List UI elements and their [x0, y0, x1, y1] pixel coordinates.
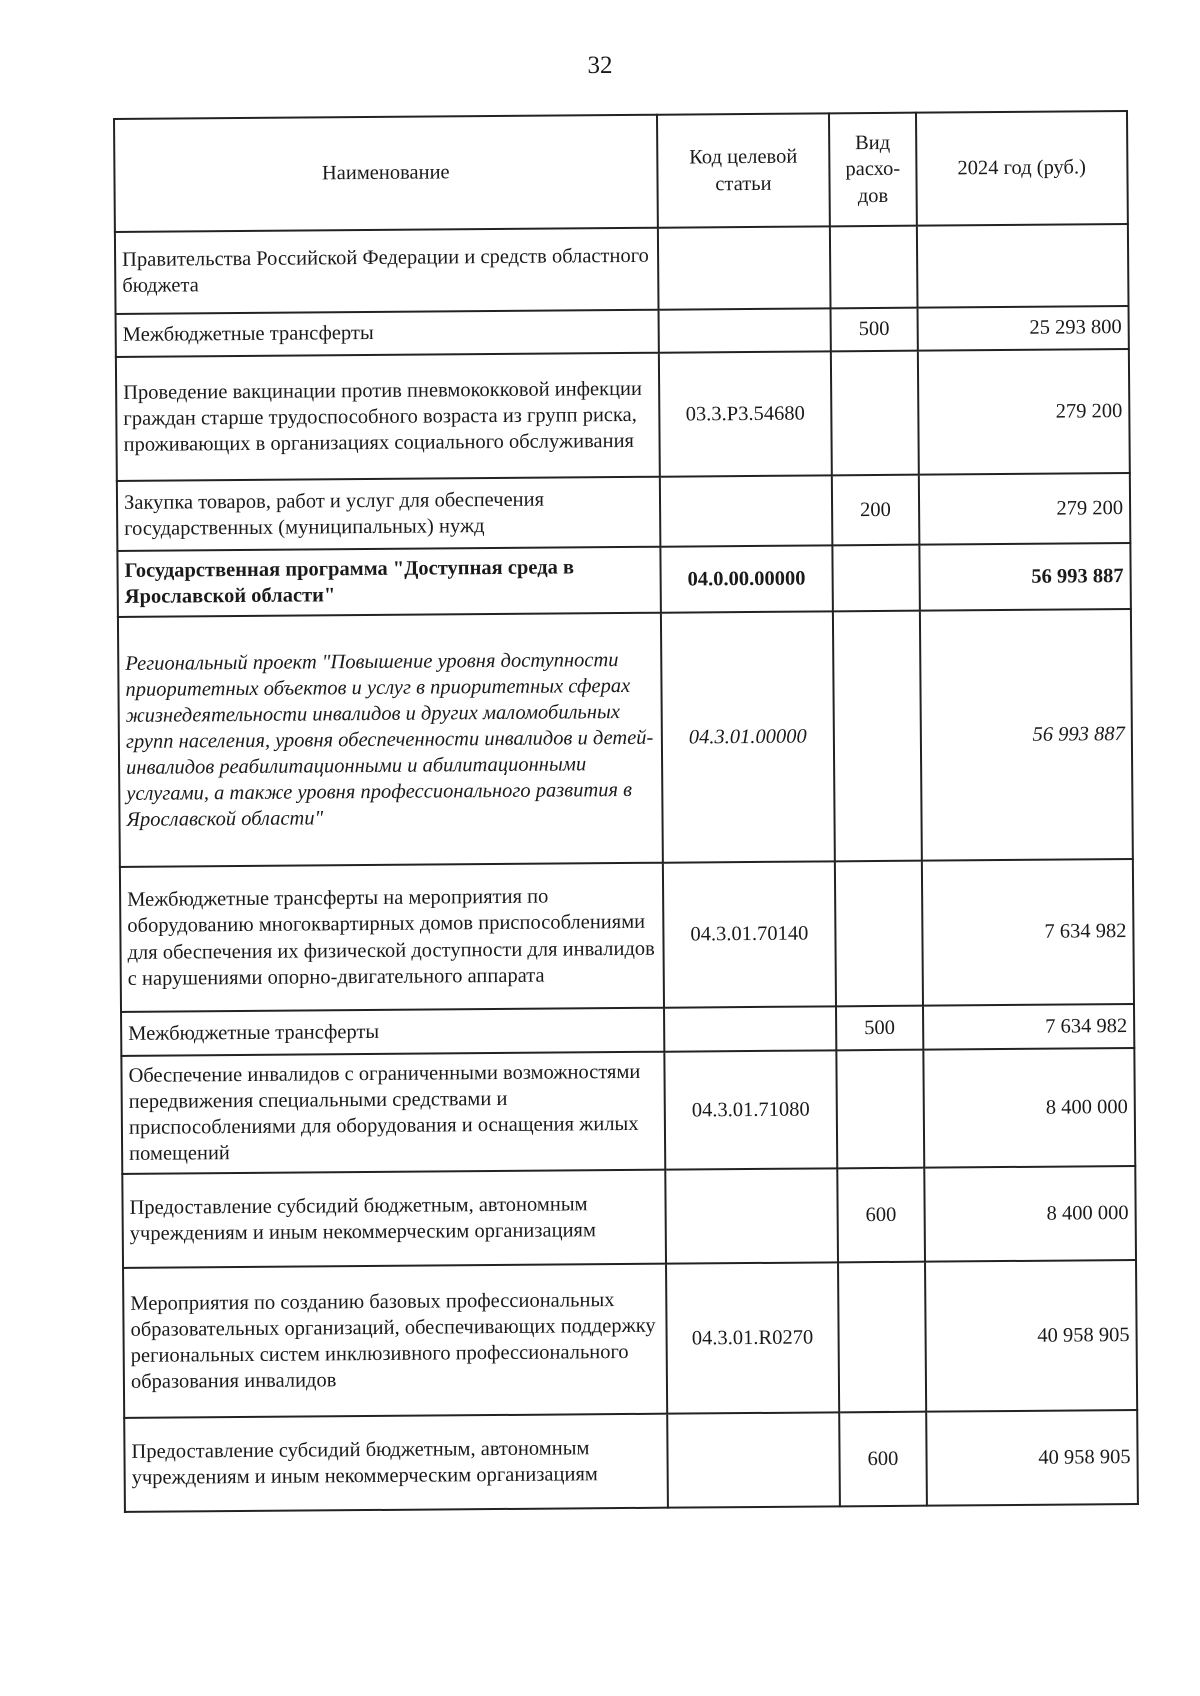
row-kind-cell: 600 — [837, 1168, 924, 1263]
row-amount-cell: 7 634 982 — [921, 859, 1134, 1006]
table-row — [115, 224, 1129, 314]
page-number: 32 — [587, 52, 613, 79]
row-name-cell: Правительства Российской Федерации и средств областного бюджета — [115, 228, 658, 314]
row-amount-cell: 8 400 000 — [924, 1166, 1136, 1262]
header-code: Код целевой статьи — [657, 113, 830, 227]
table-row — [117, 473, 1131, 551]
row-amount-cell: 25 293 800 — [917, 306, 1129, 351]
row-code-cell — [664, 1006, 837, 1051]
row-kind-cell: 200 — [832, 475, 919, 546]
row-code-cell — [667, 1412, 840, 1507]
row-name-cell: Закупка товаров, работ и услуг для обеспечения государственных (муниципальных) нужд — [117, 477, 660, 551]
row-name-cell: Предоставление субсидий бюджетным, автономным учреждениям и иным некоммерческим организациям — [124, 1414, 667, 1512]
row-amount-cell: 279 200 — [918, 473, 1130, 545]
row-kind-cell — [831, 351, 918, 476]
budget-table — [113, 110, 1139, 1513]
row-code-cell — [658, 226, 831, 309]
table-body — [115, 224, 1138, 1512]
table-header-row — [114, 111, 1128, 232]
table-row — [124, 1410, 1138, 1512]
row-amount-cell: 8 400 000 — [923, 1048, 1135, 1168]
table-row — [117, 543, 1130, 617]
row-name-cell: Предоставление субсидий бюджетным, автономным учреждениям и иным некоммерческим организациям — [122, 1170, 665, 1268]
row-amount-cell: 7 634 982 — [923, 1004, 1135, 1050]
row-amount-cell: 40 958 905 — [925, 1260, 1138, 1412]
header-name: Наименование — [114, 115, 657, 232]
header-amount: 2024 год (руб.) — [915, 111, 1127, 226]
row-kind-cell — [833, 611, 921, 862]
row-amount-cell: 56 993 887 — [919, 609, 1132, 861]
row-kind-cell — [837, 1050, 924, 1169]
row-code-cell: 04.0.00.00000 — [660, 545, 833, 612]
row-amount-cell: 40 958 905 — [926, 1410, 1138, 1506]
row-name-cell: Обеспечение инвалидов с ограниченными возможностями передвижения специальными средствами и приспособлениями для оборудования и оснащения жилых помещений — [121, 1052, 665, 1174]
table-row — [121, 1004, 1134, 1056]
row-name-cell: Межбюджетные трансферты на мероприятия по оборудованию многоквартирных домов приспособлениями для обеспечения их физической доступности для инвалидов с нарушениями опорно-двигательного аппарата — [120, 863, 664, 1012]
row-code-cell: 04.3.01.70140 — [662, 861, 836, 1007]
row-name-cell: Региональный проект "Повышение уровня доступности приоритетных объектов и услуг в приоритетных сферах жизнедеятельности инвалидов и других маломобильных групп населения, уровня обеспеченности инвалидов и детей-инвалидов реабилитационными и абилитационными услугами, а также уровня профессионального развития в Ярославской области" — [118, 613, 663, 867]
table-row — [121, 1048, 1135, 1174]
table-row — [118, 609, 1133, 867]
row-kind-cell — [830, 226, 917, 309]
row-code-cell — [665, 1168, 838, 1263]
row-amount-cell — [916, 224, 1128, 308]
table-row — [122, 1166, 1136, 1268]
row-code-cell — [659, 475, 832, 546]
row-kind-cell — [833, 545, 920, 612]
row-name-cell: Мероприятия по созданию базовых профессиональных образовательных организаций, обеспечивающих поддержку региональных систем инклюзивного профессионального образования инвалидов — [123, 1264, 667, 1418]
row-code-cell: 04.3.01.71080 — [664, 1050, 838, 1169]
table-row — [123, 1260, 1137, 1418]
row-kind-cell: 500 — [831, 308, 918, 352]
table-row — [120, 859, 1134, 1012]
row-kind-cell: 500 — [836, 1006, 923, 1051]
row-name-cell: Межбюджетные трансферты — [121, 1008, 664, 1056]
row-kind-cell — [835, 861, 922, 1007]
header-kind: Вид расхо-дов — [829, 113, 916, 227]
row-code-cell: 04.3.01.R0270 — [666, 1262, 840, 1413]
row-code-cell: 03.3.P3.54680 — [658, 351, 832, 476]
row-name-cell: Межбюджетные трансферты — [116, 310, 659, 357]
row-kind-cell — [838, 1262, 925, 1413]
row-kind-cell: 600 — [839, 1412, 926, 1507]
row-name-cell: Государственная программа "Доступная среда в Ярославской области" — [117, 547, 660, 617]
row-name-cell: Проведение вакцинации против пневмококковой инфекции граждан старше трудоспособного возраста из групп риска, проживающих в организациях социального обслуживания — [116, 353, 660, 481]
table-row — [116, 349, 1130, 481]
row-amount-cell: 279 200 — [917, 349, 1129, 475]
row-code-cell: 04.3.01.00000 — [661, 611, 836, 862]
row-amount-cell: 56 993 887 — [919, 543, 1131, 611]
row-code-cell — [658, 308, 831, 352]
